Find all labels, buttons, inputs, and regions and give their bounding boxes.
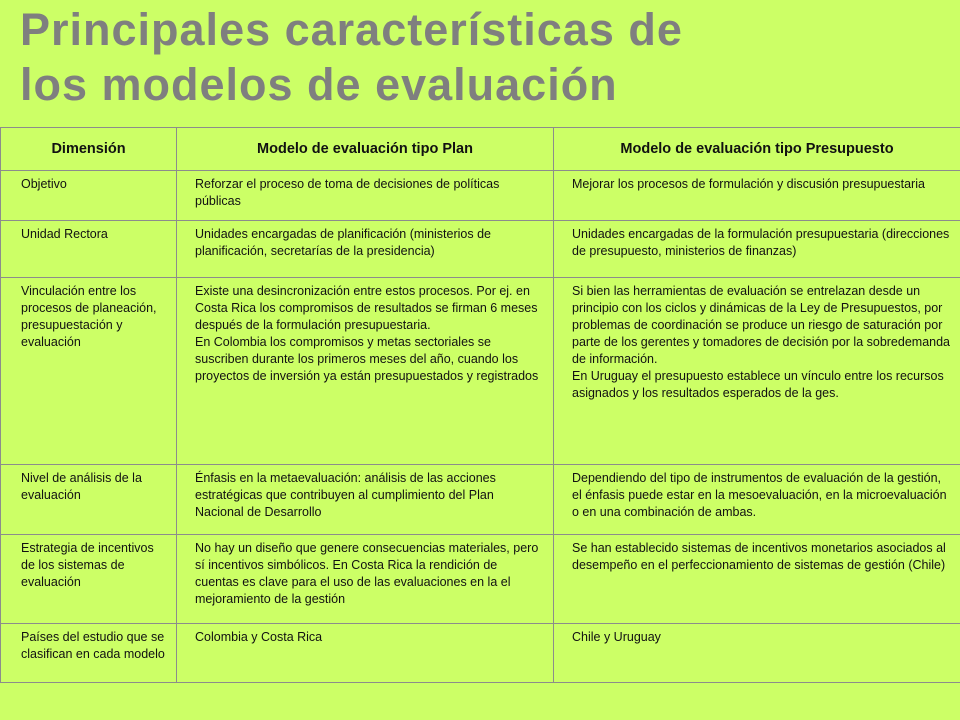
table-row: [1, 171, 960, 221]
cell-paragraph: En Colombia los compromisos y metas sectoriales se suscriben durante los primeros meses del año, cuando los proyectos de inversión ya están presupuestados y registrados: [195, 335, 539, 383]
cell-presupuesto: Chile y Uruguay: [554, 624, 960, 683]
cell-dimension: Países del estudio que se clasifican en cada modelo: [1, 624, 177, 683]
header-plan: Modelo de evaluación tipo Plan: [177, 128, 554, 171]
slide-title-line-1: Principales características de: [20, 4, 683, 55]
cell-paragraph: Si bien las herramientas de evaluación se entrelazan desde un principio con los ciclos y dinámicas de la Ley de Presupuestos, por problemas de coordinación se produce un riesgo de saturación por parte de los gerentes y tomadores de decisión por la sobredemanda de información.: [572, 284, 951, 366]
cell-presupuesto: Dependiendo del tipo de instrumentos de evaluación de la gestión, el énfasis puede estar en la mesoevaluación, en la microevaluación o en una combinación de ambas.: [554, 465, 960, 535]
table-row: [1, 278, 960, 465]
slide-title-line-2: los modelos de evaluación: [20, 59, 618, 110]
cell-plan: No hay un diseño que genere consecuencias materiales, pero sí incentivos simbólicos. En Costa Rica la rendición de cuentas es clave para el uso de las evaluaciones en la el mejoramiento de la gestión: [177, 535, 554, 624]
cell-dimension: Objetivo: [1, 171, 177, 221]
table-header-row: [1, 128, 960, 171]
slide-title: [20, 2, 683, 112]
table-row: [1, 465, 960, 535]
table-row: [1, 535, 960, 624]
cell-plan: Énfasis en la metaevaluación: análisis de las acciones estratégicas que contribuyen al cumplimiento del Plan Nacional de Desarrollo: [177, 465, 554, 535]
cell-plan: Unidades encargadas de planificación (ministerios de planificación, secretarías de la presidencia): [177, 221, 554, 278]
comparison-table: [0, 127, 960, 683]
header-dimension: Dimensión: [1, 128, 177, 171]
cell-paragraph: En Uruguay el presupuesto establece un vínculo entre los recursos asignados y los resultados esperados de la ges.: [572, 369, 944, 400]
cell-dimension: Vinculación entre los procesos de planeación, presupuestación y evaluación: [1, 278, 177, 465]
header-presupuesto: Modelo de evaluación tipo Presupuesto: [554, 128, 960, 171]
cell-dimension: Nivel de análisis de la evaluación: [1, 465, 177, 535]
table-row: [1, 624, 960, 683]
cell-plan: Reforzar el proceso de toma de decisiones de políticas públicas: [177, 171, 554, 221]
cell-plan: [177, 278, 554, 465]
cell-dimension: Estrategia de incentivos de los sistemas de evaluación: [1, 535, 177, 624]
table-row: [1, 221, 960, 278]
cell-presupuesto: [554, 278, 960, 465]
cell-paragraph: Existe una desincronización entre estos procesos. Por ej. en Costa Rica los compromisos de resultados se firman 6 meses después de la formulación presupuestaria.: [195, 284, 538, 332]
cell-dimension: Unidad Rectora: [1, 221, 177, 278]
cell-plan: Colombia y Costa Rica: [177, 624, 554, 683]
cell-presupuesto: Mejorar los procesos de formulación y discusión presupuestaria: [554, 171, 960, 221]
cell-presupuesto: Unidades encargadas de la formulación presupuestaria (direcciones de presupuesto, ministerios de finanzas): [554, 221, 960, 278]
cell-presupuesto: Se han establecido sistemas de incentivos monetarios asociados al desempeño en el perfeccionamiento de sistemas de gestión (Chile): [554, 535, 960, 624]
